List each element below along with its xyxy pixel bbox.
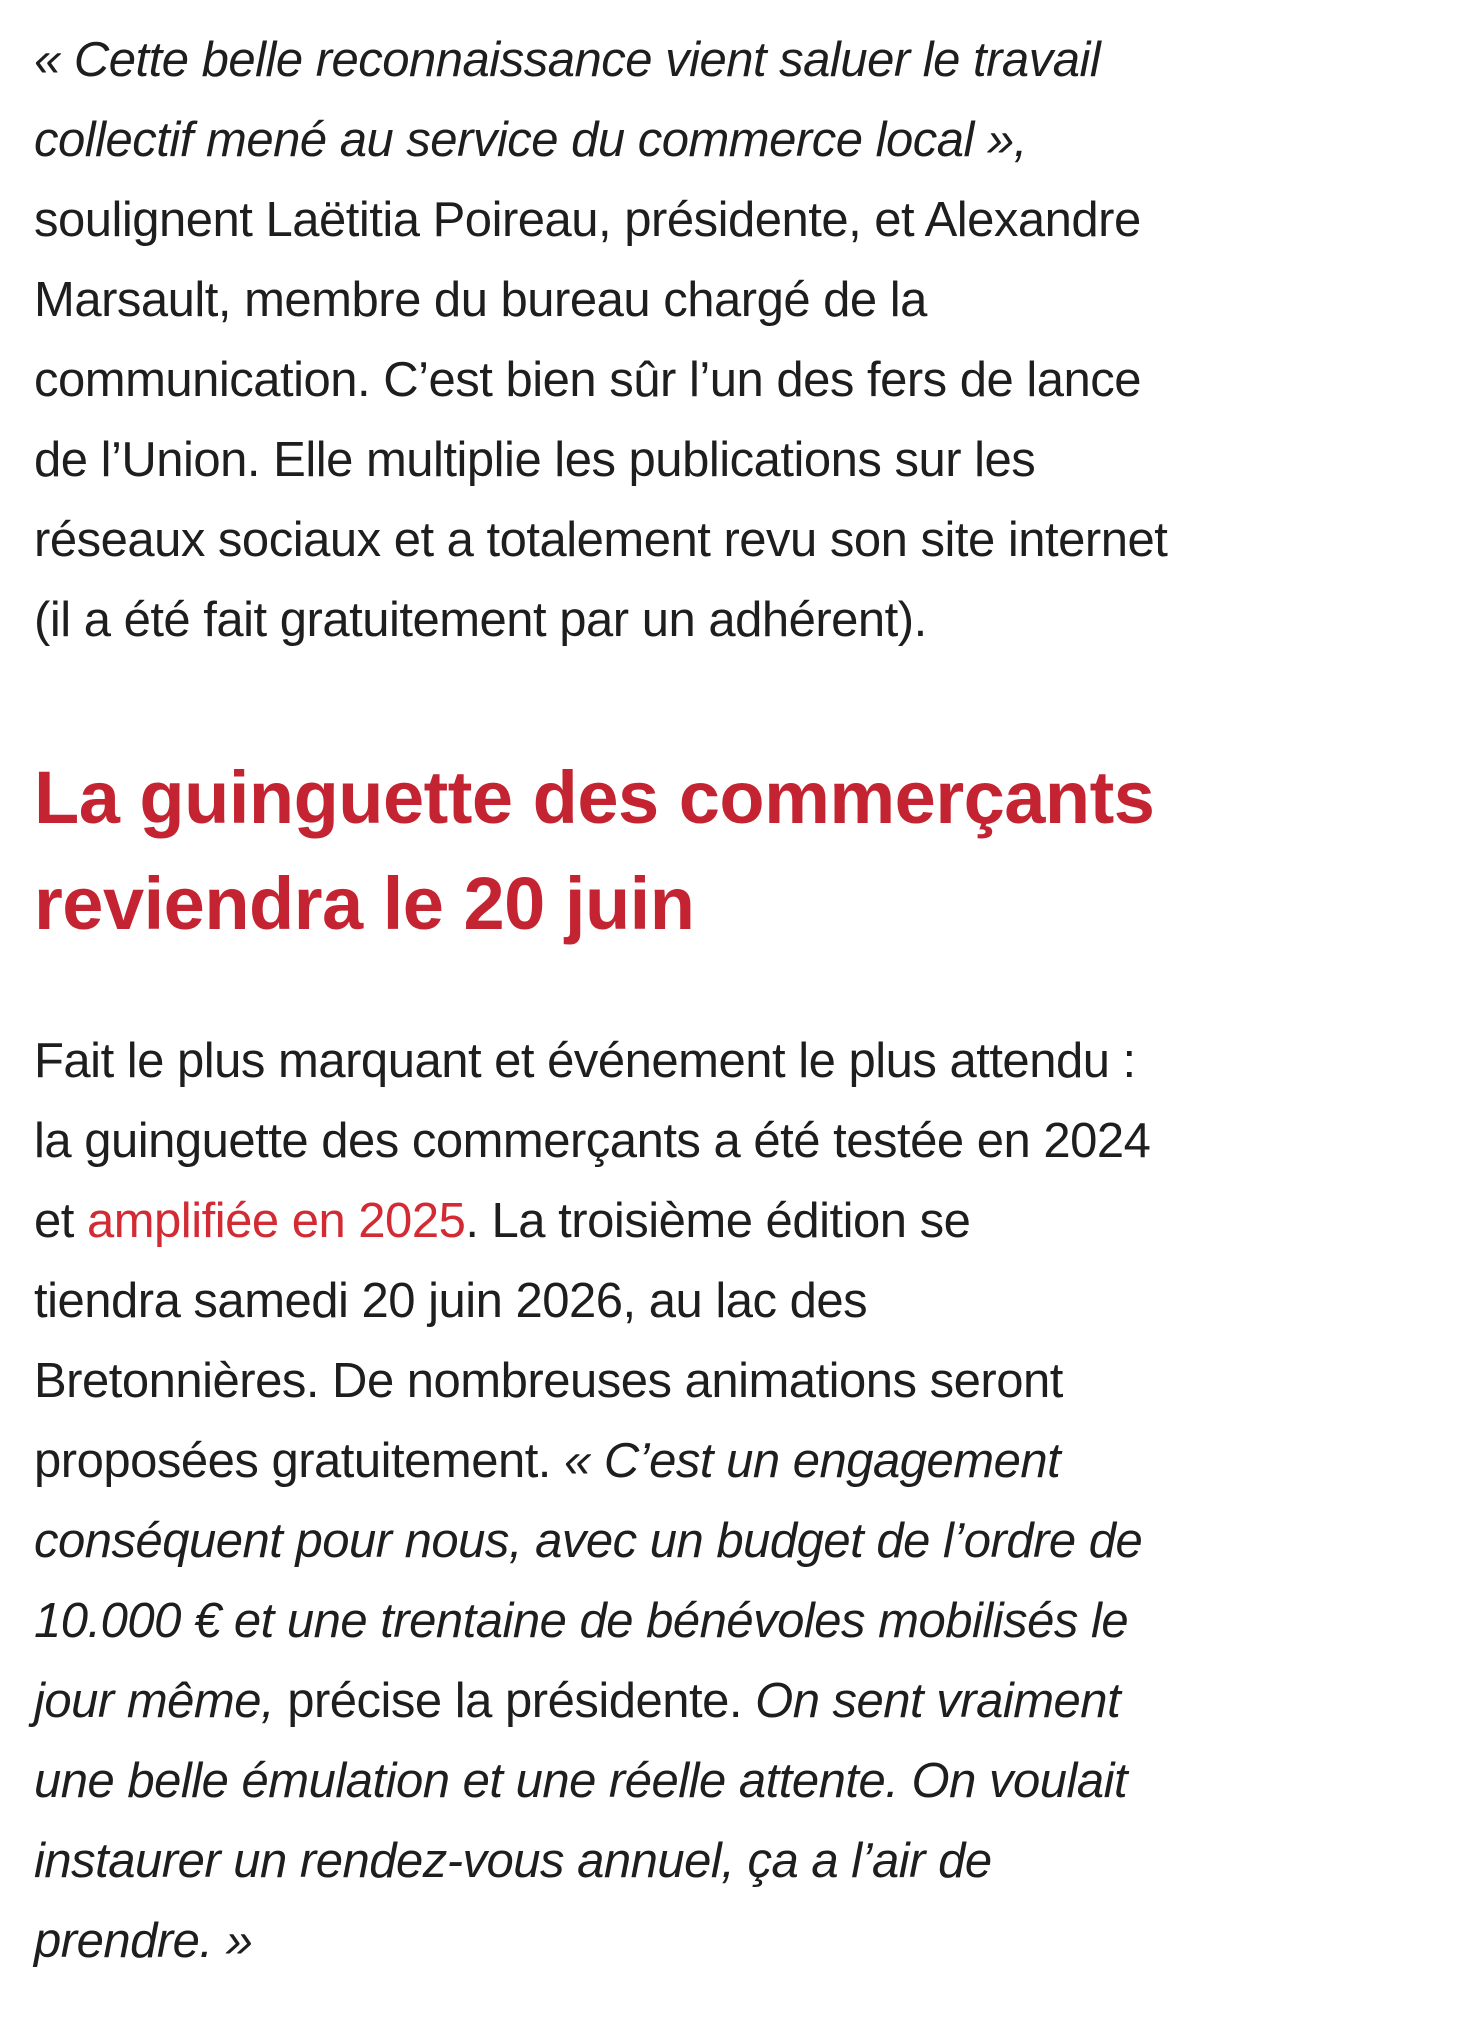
text-run: jour même, (34, 1674, 275, 1728)
text-line (34, 260, 1432, 340)
text-line (34, 1901, 1432, 1981)
text-run: On sent vraiment (755, 1674, 1121, 1728)
text-run: communication. C’est bien sûr l’un des fers de lance (34, 353, 1142, 407)
text-line (34, 20, 1432, 100)
text-run: (il a été fait gratuitement par un adhérent). (34, 593, 927, 647)
text-line (34, 1421, 1432, 1501)
text-run: Marsault, membre du bureau chargé de la (34, 273, 927, 327)
text-line (34, 100, 1432, 180)
text-line (34, 1261, 1432, 1341)
text-line (34, 180, 1432, 260)
text-run: Fait le plus marquant et événement le plus attendu : (34, 1034, 1136, 1088)
text-run: et (34, 1194, 87, 1248)
event-paragraph (34, 1021, 1432, 1981)
text-line (34, 580, 1432, 660)
inline-link[interactable]: amplifiée en 2025 (86, 1194, 466, 1248)
text-run: prendre. » (34, 1914, 253, 1968)
text-run: . La troisième édition se (465, 1194, 971, 1248)
section-heading-line: La guinguette des commerçants (34, 756, 1155, 839)
quote-paragraph (34, 20, 1432, 660)
text-run: réseaux sociaux et a totalement revu son site internet (34, 513, 1168, 567)
text-run: instaurer un rendez-vous annuel, ça a l’air de (34, 1834, 992, 1888)
text-line (34, 1741, 1432, 1821)
text-run: Bretonnières. De nombreuses animations seront (34, 1354, 1063, 1408)
text-run: de l’Union. Elle multiplie les publications sur les (34, 433, 1036, 487)
section-heading-line: reviendra le 20 juin (34, 862, 695, 945)
text-line (34, 1581, 1432, 1661)
text-line (34, 420, 1432, 500)
text-line (34, 1021, 1432, 1101)
text-line (34, 1101, 1432, 1181)
text-line (34, 500, 1432, 580)
text-line (34, 1661, 1432, 1741)
text-run: collectif mené au service du commerce local », (34, 113, 1027, 167)
text-line (34, 1181, 1432, 1261)
text-line (34, 1341, 1432, 1421)
article-body (0, 20, 1476, 1981)
text-run: précise la présidente. (274, 1674, 756, 1728)
text-run: tiendra samedi 20 juin 2026, au lac des (34, 1274, 868, 1328)
text-run: « Cette belle reconnaissance vient saluer le travail (34, 33, 1101, 87)
section-heading (34, 745, 1432, 957)
text-run: « C’est un engagement (564, 1434, 1061, 1488)
text-run: 10.000 € et une trentaine de bénévoles mobilisés le (34, 1594, 1129, 1648)
text-line (34, 1501, 1432, 1581)
text-line (34, 340, 1432, 420)
text-run: une belle émulation et une réelle attente. On voulait (34, 1754, 1128, 1808)
text-run: proposées gratuitement. (34, 1434, 565, 1488)
text-line (34, 1821, 1432, 1901)
text-run: la guinguette des commerçants a été testée en 2024 (34, 1114, 1151, 1168)
text-run: soulignent Laëtitia Poireau, présidente, et Alexandre (34, 193, 1141, 247)
text-run: conséquent pour nous, avec un budget de l’ordre de (34, 1514, 1143, 1568)
